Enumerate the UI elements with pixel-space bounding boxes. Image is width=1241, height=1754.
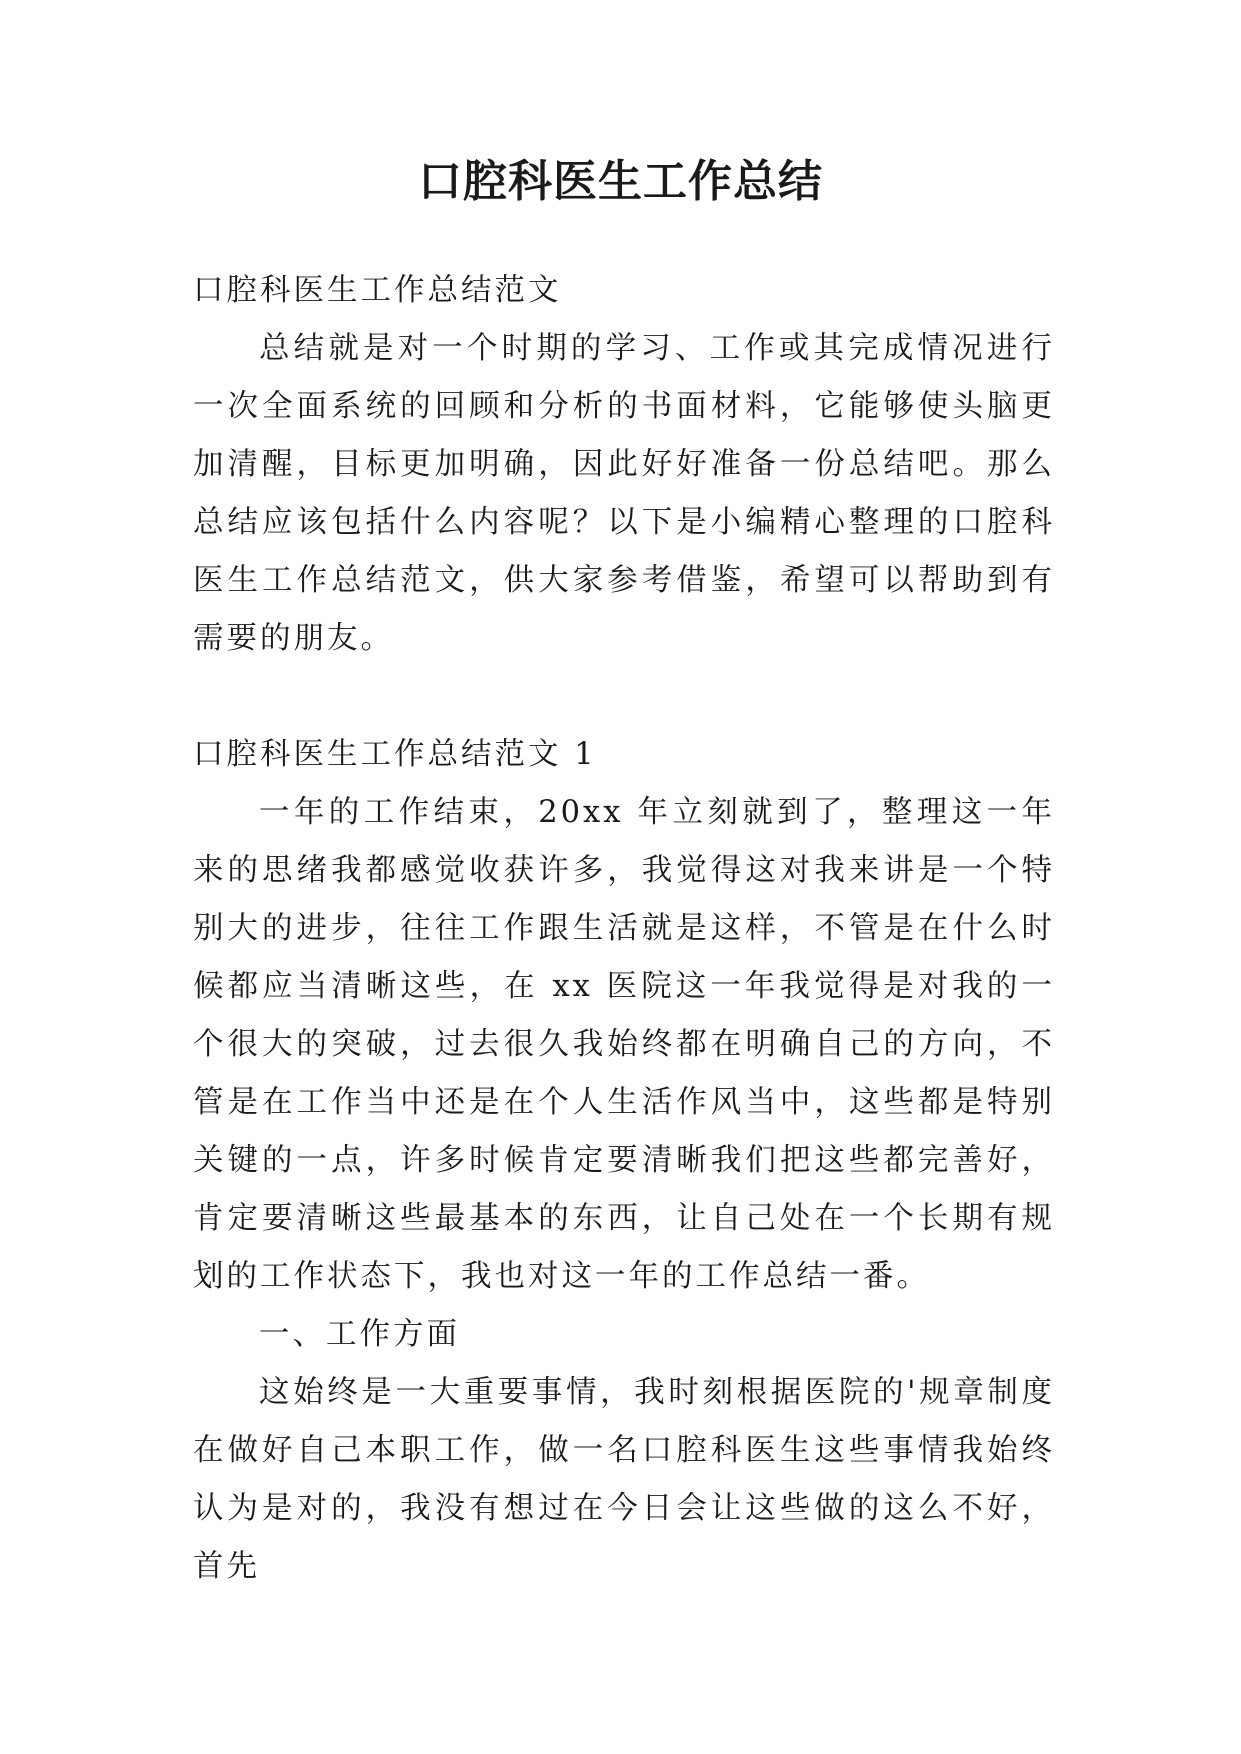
document-title: 口腔科医生工作总结	[418, 156, 823, 207]
section-1-paragraph-2: 这始终是一大重要事情，我时刻根据医院的'规章制度在做好自己本职工作，做一名口腔科医生这些事情我始终认为是对的，我没有想过在今日会让这些做的这么不好，首先	[193, 1375, 1055, 1584]
section-1-paragraph-1: 一年的工作结束，20xx 年立刻就到了，整理这一年来的思绪我都感觉收获许多，我觉得这对我来讲是一个特别大的进步，往往工作跟生活就是这样，不管是在什么时候都应当清晰这些，在 xx 医院这一年我觉得是对我的一个很大的突破，过去很久我始终都在明确自己的方向，不管是在工作当中还是在个人生活作风当中，这些都是特别关键的一点，许多时候肯定要清晰我们把这些都完善好，肯定要清晰这些最基本的东西，让自己处在一个长期有规划的工作状态下，我也对这一年的工作总结一番。	[193, 795, 1055, 1294]
section-1-heading: 口腔科医生工作总结范文 1	[193, 737, 597, 772]
subsection-1-heading: 一、工作方面	[259, 1317, 460, 1352]
intro-paragraph: 总结就是对一个时期的学习、工作或其完成情况进行一次全面系统的回顾和分析的书面材料，它能够使头脑更加清醒，目标更加明确，因此好好准备一份总结吧。那么总结应该包括什么内容呢？以下是小编精心整理的口腔科医生工作总结范文，供大家参考借鉴，希望可以帮助到有需要的朋友。	[193, 331, 1055, 656]
intro-heading: 口腔科医生工作总结范文	[193, 273, 562, 308]
document-body	[193, 262, 1055, 1596]
paragraph-spacer	[193, 668, 1055, 726]
